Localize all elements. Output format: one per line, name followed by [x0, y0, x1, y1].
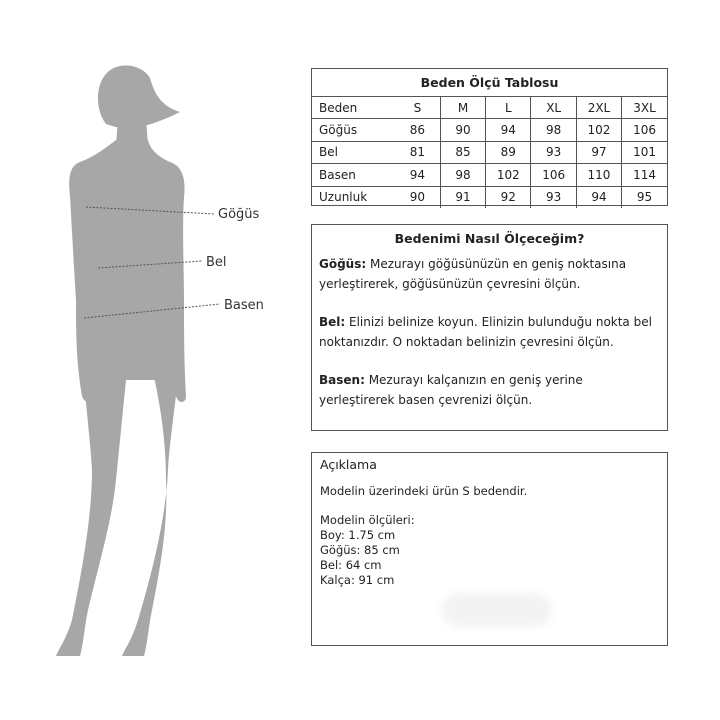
explanation-title: Açıklama — [320, 457, 377, 472]
body-silhouette-figure — [0, 0, 300, 720]
size-value-cell: 91 — [440, 186, 485, 208]
size-value-cell: 102 — [576, 119, 621, 141]
size-value-cell: 98 — [531, 119, 576, 141]
size-header-cell: 3XL — [622, 97, 667, 119]
size-value-cell: 89 — [486, 141, 531, 163]
size-table-row — [312, 164, 667, 186]
howto-hip — [319, 371, 660, 410]
size-value-cell: 92 — [486, 186, 531, 208]
size-table-header-row — [312, 97, 667, 119]
size-table-row — [312, 186, 667, 208]
size-value-cell: 93 — [531, 141, 576, 163]
size-header-cell: L — [486, 97, 531, 119]
size-table — [312, 97, 667, 208]
size-value-cell: 106 — [622, 119, 667, 141]
size-chart-title: Beden Ölçü Tablosu — [312, 69, 667, 97]
howto-chest-term: Göğüs: — [319, 257, 367, 271]
size-value-cell: 94 — [395, 164, 440, 186]
size-value-cell: 94 — [576, 186, 621, 208]
how-to-measure-box — [311, 224, 668, 431]
faded-watermark — [442, 593, 552, 627]
measure-label: Bel — [312, 141, 395, 163]
body-silhouette — [56, 66, 186, 657]
howto-hip-term: Basen: — [319, 373, 365, 387]
model-measure-waist: Bel: 64 cm — [320, 558, 382, 572]
size-header-cell: S — [395, 97, 440, 119]
model-measures-title: Modelin ölçüleri: — [320, 513, 415, 527]
explanation-intro: Modelin üzerindeki ürün S bedendir. — [320, 484, 528, 498]
chest-label: Göğüs — [218, 207, 260, 222]
howto-chest-text: Mezurayı göğüsünüzün en geniş noktasına yerleştirerek, göğüsünüzün çevresini ölçün. — [319, 257, 627, 291]
hip-label: Basen — [224, 298, 264, 313]
measure-label: Basen — [312, 164, 395, 186]
model-measure-hip: Kalça: 91 cm — [320, 573, 395, 587]
howto-waist-text: Elinizi belinize koyun. Elinizin bulunduğu nokta bel noktanızdır. O noktadan belinizin çevresini ölçün. — [319, 315, 652, 349]
waist-label: Bel — [206, 255, 227, 270]
size-header-cell: M — [440, 97, 485, 119]
howto-waist — [319, 313, 660, 352]
size-value-cell: 93 — [531, 186, 576, 208]
measure-label: Uzunluk — [319, 190, 368, 205]
size-value-cell: 102 — [486, 164, 531, 186]
size-header-label: Beden — [312, 97, 395, 119]
size-value-cell: 85 — [440, 141, 485, 163]
size-value-cell: 81 — [395, 141, 440, 163]
size-value-cell: 90 — [440, 119, 485, 141]
how-to-measure-title: Bedenimi Nasıl Ölçeceğim? — [394, 231, 585, 246]
size-value-cell: 114 — [622, 164, 667, 186]
size-header-cell: 2XL — [576, 97, 621, 119]
size-chart-table — [311, 68, 668, 206]
size-value-cell: 98 — [440, 164, 485, 186]
howto-hip-text: Mezurayı kalçanızın en geniş yerine yerleştirerek basen çevrenizi ölçün. — [319, 373, 583, 407]
size-value-cell: 110 — [576, 164, 621, 186]
size-value-cell: 106 — [531, 164, 576, 186]
size-value-cell: 94 — [486, 119, 531, 141]
size-header-cell: XL — [531, 97, 576, 119]
howto-chest — [319, 255, 660, 294]
model-measure-height: Boy: 1.75 cm — [320, 528, 396, 542]
size-table-row — [312, 119, 667, 141]
size-value-cell: 97 — [576, 141, 621, 163]
model-measure-chest: Göğüs: 85 cm — [320, 543, 400, 557]
measure-label: Göğüs — [312, 119, 395, 141]
size-value-cell: 86 — [395, 119, 440, 141]
size-table-row — [312, 141, 667, 163]
size-value-cell: 101 — [622, 141, 667, 163]
size-value-cell: 90 — [395, 186, 440, 208]
explanation-box — [311, 452, 668, 646]
howto-waist-term: Bel: — [319, 315, 346, 329]
size-value-cell: 95 — [636, 190, 653, 205]
